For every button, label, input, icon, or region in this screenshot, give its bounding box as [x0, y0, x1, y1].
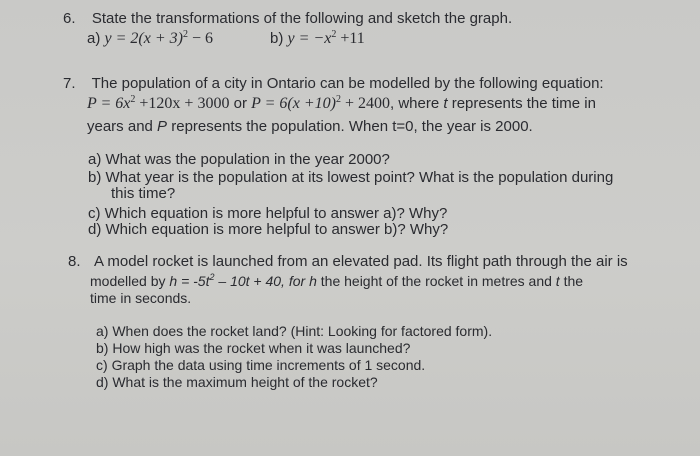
q8-part-text: How high was the rocket when it was launched? — [112, 340, 411, 356]
q7-part-label: d) — [88, 221, 102, 238]
q7-intro: The population of a city in Ontario can be modelled by the following equation: — [91, 75, 604, 92]
q7-line-2 — [87, 95, 596, 113]
q8-line-2 — [90, 272, 583, 290]
q7-line2-t: t — [443, 95, 448, 112]
q8-eq-exponent: 2 — [209, 272, 215, 282]
q8-part-c — [96, 356, 425, 374]
q6-a-eq-base: y = 2(x + 3) — [104, 30, 183, 47]
q8-eq-tail: – 10t + 40, — [214, 273, 285, 289]
q7-part-text: What year is the population at its lowest point? What is the population during — [105, 169, 614, 186]
q7-number: 7. — [63, 75, 76, 92]
q8-number: 8. — [68, 253, 81, 270]
q7-part-label: b) — [88, 169, 102, 186]
q7-part-a — [88, 151, 390, 169]
q7-part-label: a) — [88, 151, 102, 168]
q8-line2-pre: modelled by — [90, 273, 170, 289]
q7-part-text: Which equation is more helpful to answer b)? Why? — [105, 221, 449, 238]
q7-eq2-base: P = 6(x +10) — [251, 95, 336, 112]
q7-or: or — [229, 95, 252, 112]
q8-line3: time in seconds. — [90, 290, 192, 306]
q7-line-3 — [87, 118, 533, 136]
q7-part-b-continued — [111, 185, 175, 203]
q8-part-d — [96, 373, 378, 391]
q6-a-equation — [105, 30, 213, 47]
q8-line2-for: for — [284, 273, 310, 289]
q8-part-label: a) — [96, 323, 109, 339]
q7-line3-post: represents the population. When t=0, the year is 2000. — [167, 118, 533, 135]
q7-part-text: this time? — [111, 185, 176, 202]
q8-part-b — [96, 339, 410, 357]
q8-line2-end: the — [559, 273, 584, 289]
q6-prompt-line — [63, 10, 512, 28]
q7-eq1-base: P = 6x — [87, 95, 131, 112]
q7-equation-vertex — [251, 95, 390, 112]
q7-line2-where: , where — [390, 95, 444, 112]
q8-equation — [169, 273, 285, 289]
q8-line2-post: the height of the rocket in metres and — [316, 273, 556, 289]
q8-part-text: Graph the data using time increments of 1 second. — [111, 357, 426, 373]
q8-eq-base: h = -5t — [169, 273, 210, 289]
q8-part-label: b) — [96, 340, 109, 356]
q6-a-eq-tail: − 6 — [187, 30, 213, 47]
q8-intro: A model rocket is launched from an elevated pad. Its flight path through the air is — [94, 253, 628, 270]
q8-line-3 — [90, 289, 191, 307]
q7-part-text: Which equation is more helpful to answer a)? Why? — [104, 205, 448, 222]
q7-eq2-tail: + 2400 — [340, 95, 390, 112]
q7-equation-standard — [87, 95, 229, 112]
q6-b-eq-exponent: 2 — [331, 29, 337, 40]
q8-part-label: c) — [96, 357, 108, 373]
q6-b-equation — [288, 30, 365, 47]
q6-part-b — [270, 30, 365, 48]
q6-a-eq-exponent: 2 — [182, 29, 188, 40]
q6-b-eq-tail: +11 — [336, 30, 365, 47]
q7-eq1-tail: +120x + 3000 — [135, 95, 230, 112]
q7-line3-P: P — [157, 118, 168, 135]
q8-part-a — [96, 322, 492, 340]
q6-b-eq-base: y = −x — [287, 30, 332, 47]
q8-line-1 — [68, 253, 628, 271]
q6-number: 6. — [63, 10, 76, 27]
q8-part-text: When does the rocket land? (Hint: Looking for factored form). — [112, 323, 493, 339]
q8-part-label: d) — [96, 374, 109, 390]
q7-line2-tail: represents the time in — [447, 95, 596, 112]
q7-eq1-exponent: 2 — [130, 94, 136, 105]
q8-line2-t: t — [555, 273, 560, 289]
q7-part-d — [88, 221, 448, 239]
q7-line-1 — [63, 75, 604, 93]
q6-a-label: a) — [87, 30, 101, 47]
q7-part-text: What was the population in the year 2000? — [105, 151, 390, 168]
q6-part-a — [87, 30, 213, 48]
q7-line3-pre: years and — [87, 118, 158, 135]
q8-part-text: What is the maximum height of the rocket? — [112, 374, 378, 390]
q6-prompt: State the transformations of the following and sketch the graph. — [91, 10, 513, 27]
q7-eq2-exponent: 2 — [335, 94, 341, 105]
q6-b-label: b) — [270, 30, 284, 47]
q7-part-label: c) — [88, 205, 101, 222]
q8-line2-h: h — [309, 273, 317, 289]
